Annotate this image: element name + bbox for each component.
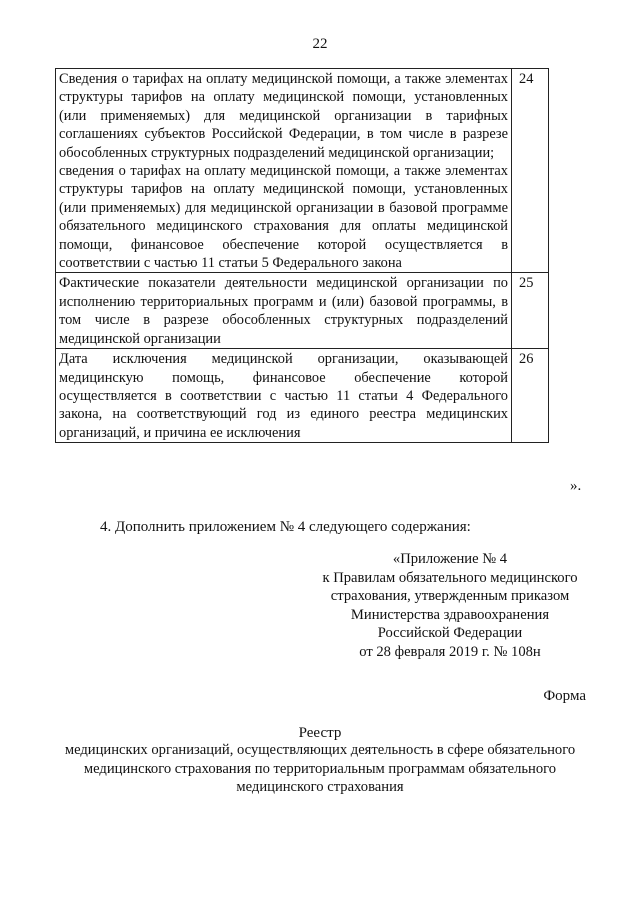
row-number: 24 [512, 69, 549, 273]
appendix-header-line: «Приложение № 4 [392, 551, 508, 567]
appendix-header-line: от 28 февраля 2019 г. № 108н [359, 643, 541, 660]
appendix-header-line: Министерства здравоохранения [350, 606, 550, 623]
appendix-header-line: Российской Федерации [377, 625, 523, 642]
form-label: Форма [543, 688, 586, 704]
row-paragraph: Дата исключения медицинской организации, оказывающей медицинскую помощь, финансовое обеспечение которой осуществляется в соответствии с частью 11 статьи 4 Федерального закона, на соответствующий год из единого реестра медицинских организаций, и причина ее исключения [59, 351, 508, 441]
table-row [56, 349, 549, 443]
table-row [56, 69, 549, 273]
registry-title: Реестр [298, 725, 342, 741]
appendix-header-line: к Правилам обязательного медицинского [322, 569, 578, 586]
closing-quote: ». [570, 478, 582, 494]
registry-subtitle: медицинских организаций, осуществляющих деятельность в сфере обязательного медицинского страхования по территориальным программам обязательного медицинского страхования [64, 742, 576, 795]
table-row [56, 273, 549, 349]
row-number: 25 [512, 273, 549, 349]
row-description-cell [56, 273, 512, 349]
amendment-text: 4. Дополнить приложением № 4 следующего содержания: [100, 519, 471, 535]
row-paragraph: сведения о тарифах на оплату медицинской помощи, а также элементах структуры тарифов на оплату медицинской помощи, установленных (или применяемых) для медицинской организации в базовой программе обязательного медицинского страхования для оплаты медицинской помощи, финансовое обеспечение которой осуществляется в соответствии с частью 11 статьи 5 Федерального закона [59, 163, 508, 272]
row-description-cell [56, 349, 512, 443]
row-description-cell [56, 69, 512, 273]
information-table [55, 68, 549, 443]
row-paragraph: Сведения о тарифах на оплату медицинской помощи, а также элементах структуры тарифов на оплату медицинской помощи, установленных (или применяемых) для медицинской организации в тарифных соглашениях субъектов Российской Федерации, в том числе в разрезе обособленных структурных подразделений медицинской организации; [59, 71, 508, 161]
row-number: 26 [512, 349, 549, 443]
appendix-header [300, 550, 600, 662]
appendix-header-line: страхования, утвержденным приказом [330, 588, 570, 605]
row-paragraph: Фактические показатели деятельности медицинской организации по исполнению территориальных программ и (или) базовой программы, в том числе в разрезе обособленных структурных подразделений медицинской организации [59, 275, 508, 347]
page-number: 22 [312, 36, 328, 52]
